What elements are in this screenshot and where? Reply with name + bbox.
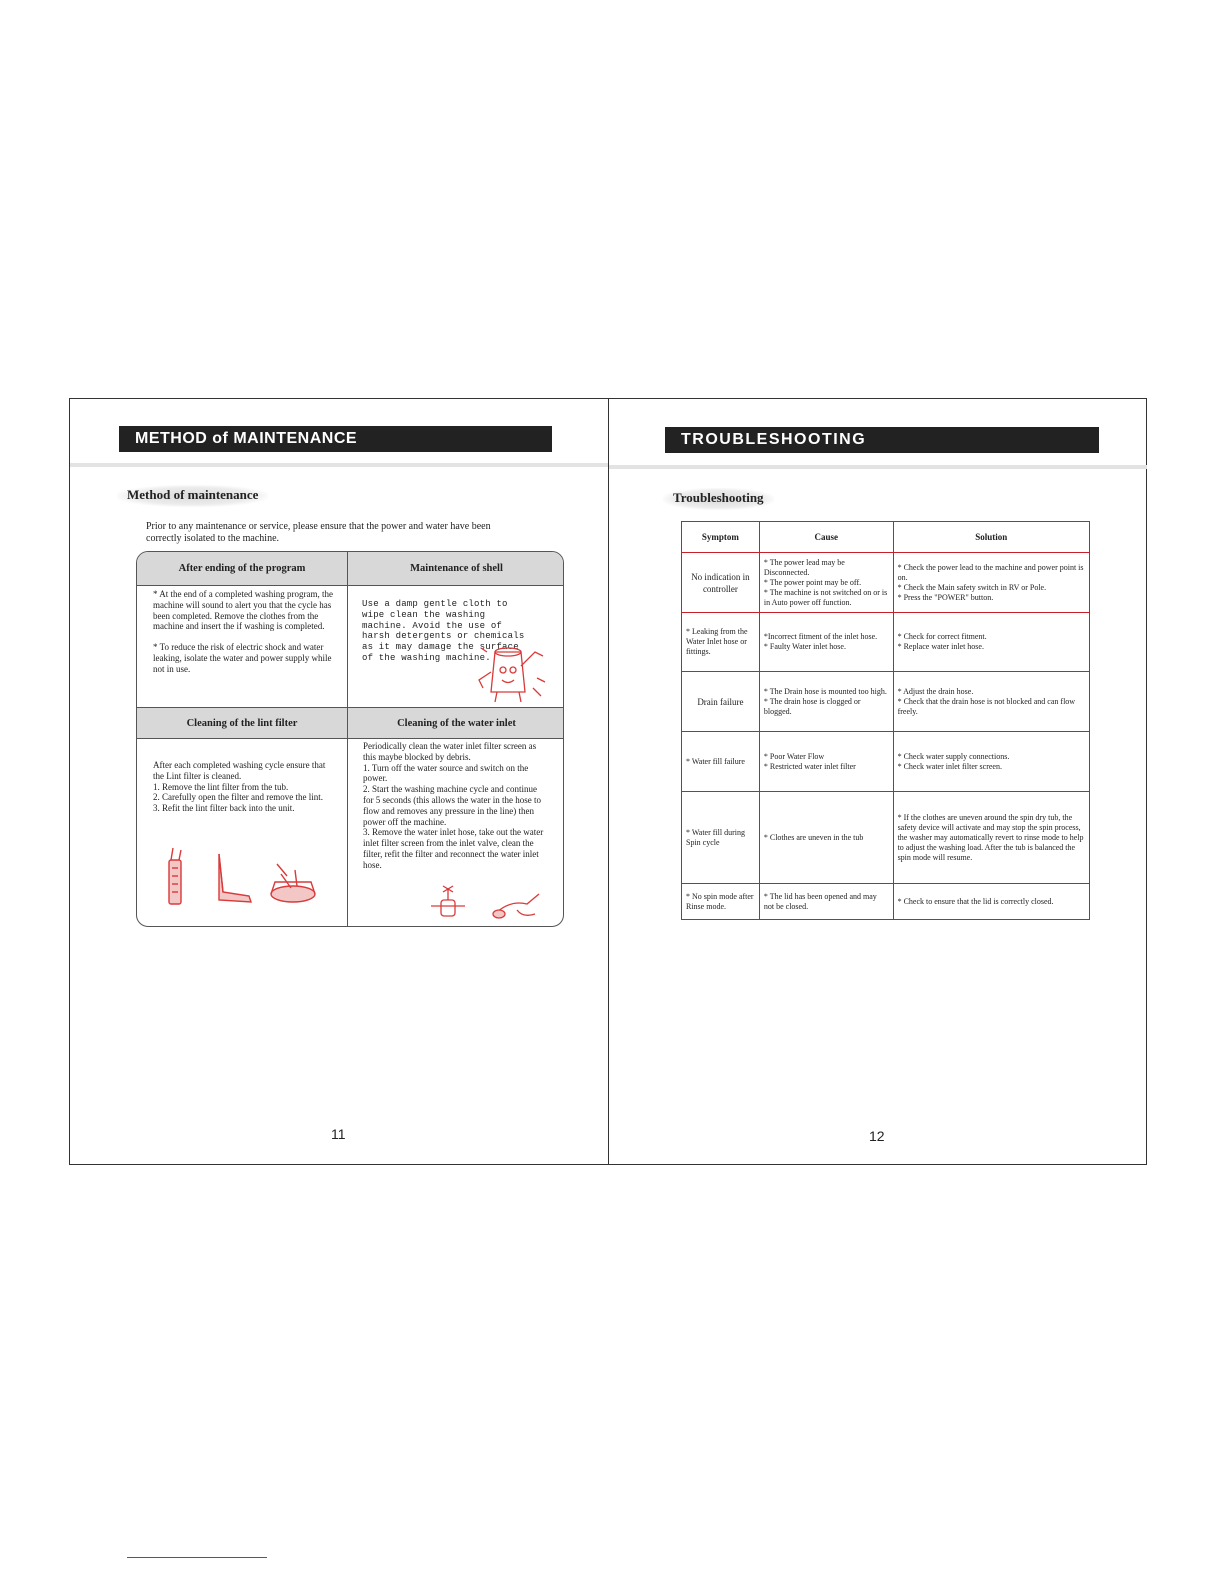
inlet-step-3: 3. Remove the water inlet hose, take out the water inlet filter screen from the inlet valve, clean the filter, refit the filter and reconnect the water inlet hose. [363, 827, 544, 870]
after-program-text [153, 589, 333, 675]
troubleshooting-table [681, 521, 1090, 920]
column-header: Solution [893, 522, 1089, 553]
page-header: METHOD of MAINTENANCE [119, 426, 552, 452]
wiping-machine-illustration [475, 642, 549, 706]
table-row [682, 732, 1090, 792]
column-header: Cause [759, 522, 893, 553]
inlet-filter-illustration [427, 882, 547, 924]
intro-text: Prior to any maintenance or service, please ensure that the power and water have been correctly isolated to the machine. [146, 521, 491, 544]
page-number: 12 [869, 1128, 885, 1144]
maintenance-page [70, 399, 608, 1164]
cell-title-after-program: After ending of the program [137, 552, 347, 586]
solution-cell: * Check water supply connections. * Check water inlet filter screen. [893, 732, 1089, 792]
troubleshooting-page [609, 399, 1147, 1164]
column-header: Symptom [682, 522, 760, 553]
symptom-cell: * Water fill failure [682, 732, 760, 792]
cause-cell: * The Drain hose is mounted too high. * The drain hose is clogged or blogged. [759, 672, 893, 732]
cell-title-inlet: Cleaning of the water inlet [348, 707, 564, 739]
inlet-step-1: 1. Turn off the water source and switch on the power. [363, 762, 529, 784]
grid-vertical-line [347, 552, 348, 926]
table-row [682, 792, 1090, 884]
solution-cell: * Check the power lead to the machine and power point is on. * Check the Main safety switch in RV or Pole. * Press the "POWER" button. [893, 553, 1089, 613]
table-row [682, 884, 1090, 920]
manual-spread [69, 398, 1147, 1165]
cause-cell: * The power lead may be Disconnected. * The power point may be off. * The machine is not switched on or is in Auto power off function. [759, 553, 893, 613]
section-title: Method of maintenance [117, 485, 268, 507]
inlet-step-2: 2. Start the washing machine cycle and continue for 5 seconds (this allows the water in the hose to flow and removes any pressure in the line) then power off the machine. [363, 784, 541, 827]
lint-intro: After each completed washing cycle ensure that the Lint filter is cleaned. [153, 760, 326, 781]
after-program-p1: * At the end of a completed washing program, the machine will sound to alert you that the cycle has been completed. Remove the clothes from the machine and insert the if washing is completed. [153, 589, 333, 632]
cell-title-shell: Maintenance of shell [348, 552, 564, 586]
solution-cell: * If the clothes are uneven around the spin dry tub, the safety device will activate and may stop the spin process, the washer may automatically revert to rinse mode to help to adjust the washing load. After the tub is balanced the spin mode will resume. [893, 792, 1089, 884]
section-title: Troubleshooting [663, 488, 774, 510]
after-program-p2: * To reduce the risk of electric shock and water leaking, isolate the water and power supply while not in use. [153, 642, 332, 674]
inlet-text [363, 741, 545, 871]
symptom-cell: No indication in controller [682, 553, 760, 613]
footer-underline [127, 1557, 267, 1558]
page-header: TROUBLESHOOTING [665, 427, 1099, 453]
lint-step-3: 3. Refit the lint filter back into the unit. [153, 803, 295, 814]
symptom-cell: * Leaking from the Water Inlet hose or fittings. [682, 613, 760, 672]
inlet-intro: Periodically clean the water inlet filter screen as this maybe blocked by debris. [363, 741, 537, 762]
table-header-row [682, 522, 1090, 553]
cell-title-lint: Cleaning of the lint filter [137, 707, 347, 739]
lint-filter-illustration [163, 846, 323, 908]
lint-step-1: 1. Remove the lint filter from the tub. [153, 781, 289, 792]
shell-text: Use a damp gentle cloth to wipe clean the washing machine. Avoid the use of harsh detergents or chemicals as it may damage the surface of the washing machine. [362, 599, 525, 663]
table-row [682, 672, 1090, 732]
table-row [682, 613, 1090, 672]
cause-cell: * Clothes are uneven in the tub [759, 792, 893, 884]
cause-cell: * Poor Water Flow * Restricted water inlet filter [759, 732, 893, 792]
header-rule [70, 463, 608, 467]
page-number: 11 [331, 1126, 346, 1142]
cause-cell: *Incorrect fitment of the inlet hose. * Faulty Water inlet hose. [759, 613, 893, 672]
symptom-cell: Drain failure [682, 672, 760, 732]
solution-cell: * Check for correct fitment. * Replace water inlet hose. [893, 613, 1089, 672]
lint-text [153, 760, 333, 814]
maintenance-grid [136, 551, 564, 927]
symptom-cell: * No spin mode after Rinse mode. [682, 884, 760, 920]
symptom-cell: * Water fill during Spin cycle [682, 792, 760, 884]
cause-cell: * The lid has been opened and may not be closed. [759, 884, 893, 920]
solution-cell: * Adjust the drain hose. * Check that the drain hose is not blocked and can flow freely. [893, 672, 1089, 732]
lint-step-2: 2. Carefully open the filter and remove the lint. [153, 792, 323, 803]
table-row [682, 553, 1090, 613]
solution-cell: * Check to ensure that the lid is correctly closed. [893, 884, 1089, 920]
header-rule [609, 465, 1147, 469]
